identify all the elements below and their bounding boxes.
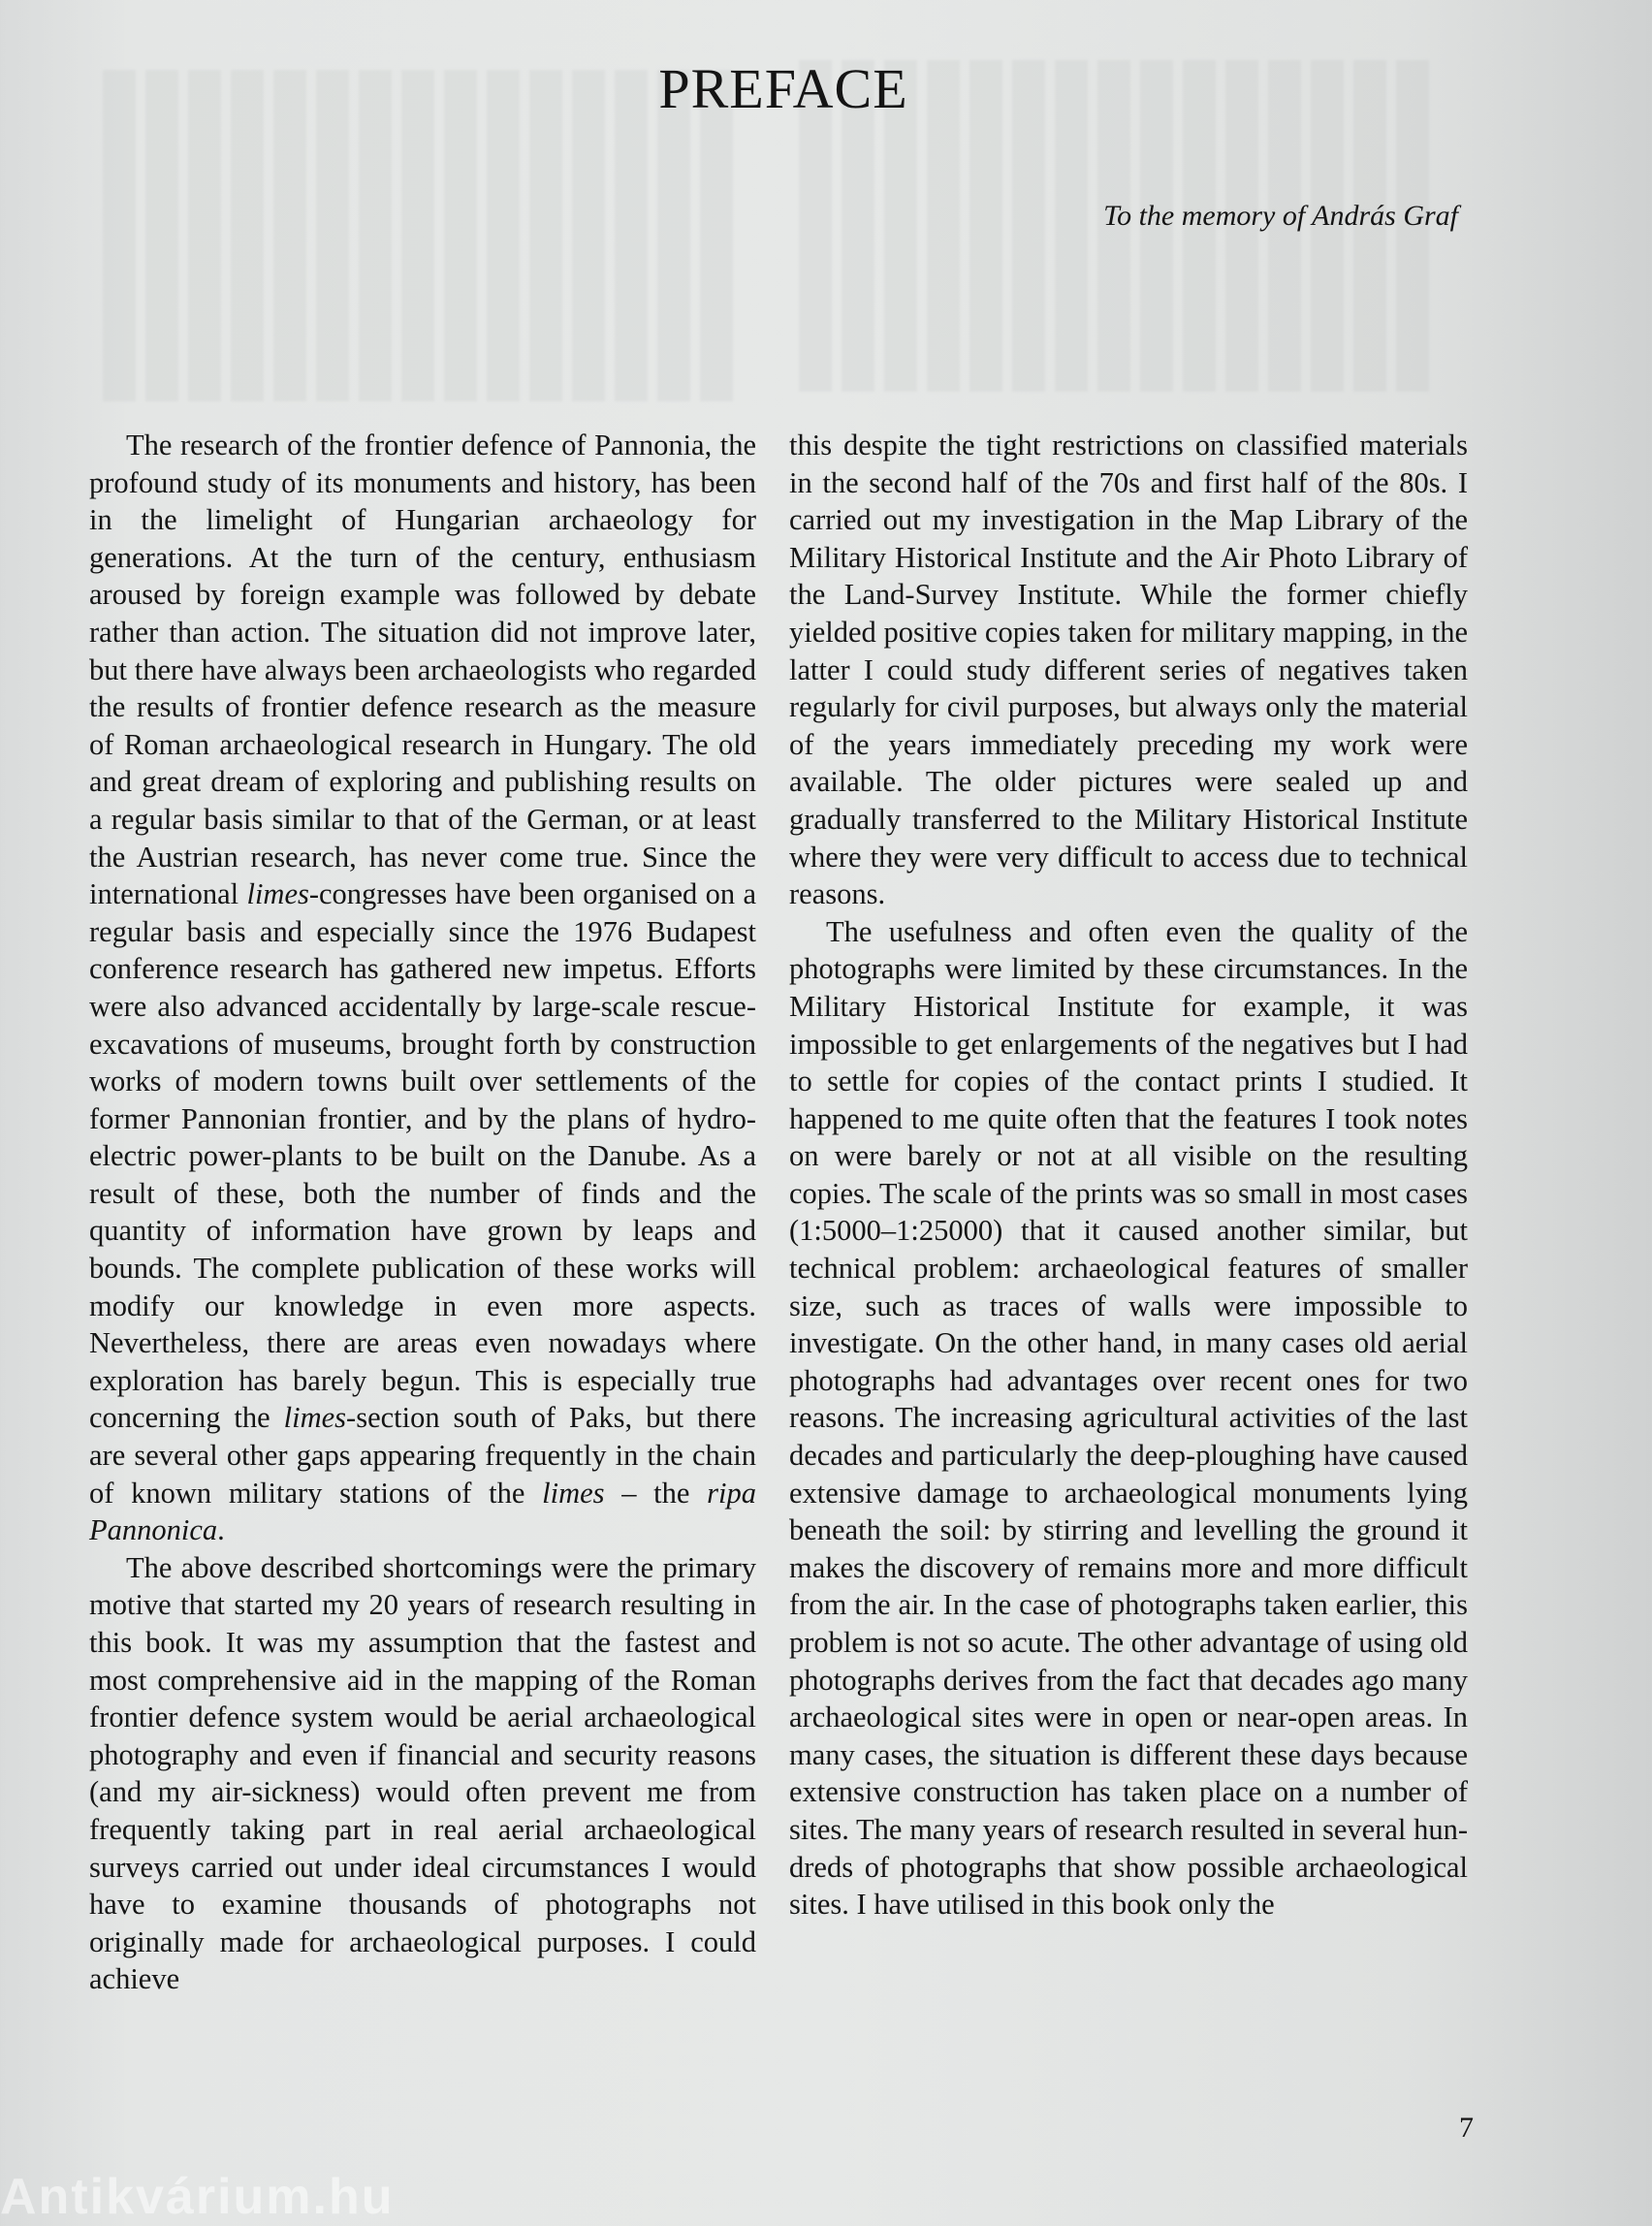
- paragraph-3: The usefulness and often even the quality of the photographs were limited by these circumstances. In the Military Historical Institute for example, it was impossible to get enlargements of the negatives but I had to settle for copies of the contact prints I studied. It happened to me quite often that the features I took notes on were barely or not at all visible on the resulting copies. The scale of the prints was so small in most cases (1:5000–1:25000) that it caused another similar, but technical problem: archaeological features of smaller size, such as traces of walls were impossible to investigate. On the other hand, in many cases old aerial photographs had advantages over recent ones for two reasons. The increasing agricultural activities of the last decades and particularly the deep-ploughing have caused extensive damage to archaeological monuments lying beneath the soil: by stirring and levelling the ground it makes the discovery of remains more and more difficult from the air. In the case of photographs taken earlier, this problem is not so acute. The other advantage of using old photographs derives from the fact that decades ago many archaeological sites were in open or near-open areas. In many cases, the situation is different these days because extensive construction has taken place on a number of sites. The many years of research resulted in several hundreds of photographs that show possible archaeological sites. I have utilised in this book only the: [789, 914, 1468, 1922]
- limes-term: limes: [246, 877, 309, 911]
- dedication: To the memory of András Graf: [1103, 200, 1458, 232]
- paragraph-1-text-a: The research of the frontier defence of Pannonia, the profound study of its monuments and history, has been in the limelight of Hungarian archaeology for generations. At the turn of the century, enthusiasm aroused by foreign example was followed by debate rather than action. The situation did not improve later, but there have always been archaeologists who regarded the results of frontier defence research as the measure of Roman archaeological research in Hungary. The old and great dream of exploring and publishing results on a regular basis similar to that of the German, or at least the Austrian research, has never come true. Since the international: [89, 429, 756, 911]
- text-column-right: [789, 427, 1468, 2075]
- show-through-text-left: [103, 70, 743, 419]
- paragraph-2-continued: this despite the tight restrictions on classified materials in the second half of the 70s and first half of the 80s. I carried out my investigation in the Map Library of the Military Historical Institute and the Air Photo Library of the Land-Survey Institute. While the former chiefly yielded positive copies taken for military mapping, in the latter I could study different series of negatives taken regularly for civil purposes, but always only the material of the years immediately preceding my work were available. The older pictures were sealed up and gradually transferred to the Military Historical Institute where they were very difficult to access due to technical reasons.: [789, 429, 1468, 911]
- limes-term: limes: [283, 1401, 347, 1435]
- paragraph-1-end: .: [217, 1513, 225, 1547]
- page-number: 7: [1459, 2112, 1474, 2144]
- paragraph-1: [89, 427, 756, 1549]
- limes-term: limes: [542, 1476, 605, 1510]
- page-title: PREFACE: [658, 57, 908, 120]
- paragraph-1-dash: – the: [604, 1476, 708, 1510]
- paragraph-1-text-c: -section south of Paks, but there are several other gaps appearing frequently in the chain of known military stations of the: [89, 1401, 756, 1510]
- text-column-left: [89, 427, 756, 2075]
- watermark: Antikvárium.hu: [0, 2169, 395, 2225]
- paragraph-2: The above described shortcomings were the primary motive that started my 20 years of research resulting in this book. It was my assumption that the fastest and most comprehensive aid in the mapping of the Roman frontier defence system would be aerial archaeological photography and even if financial and security reasons (and my air-sickness) would often prevent me from frequently taking part in real aerial archaeological surveys carried out under ideal circumstances I would have to examine thousands of photographs not originally made for archaeological purposes. I could achieve: [89, 1550, 756, 1996]
- paragraph-1-text-b: -congresses have been organised on a regular basis and especially since the 1976 Budapest conference research has gathered new impetus. Efforts were also advanced accidentally by large-scale rescue-excavations of museums, brought forth by construction works of modern towns built over settlements of the former Pannonian frontier, and by the plans of hydro-electric power-plants to be built on the Danube. As a result of these, both the number of finds and the quantity of information have grown by leaps and bounds. The complete publication of these works will modify our knowledge in even more aspects. Nevertheless, there are areas even nowadays where exploration has barely begun. This is especially true concerning the: [89, 877, 756, 1435]
- ripa-pannonica-term: ripa Pannonica: [89, 1476, 756, 1547]
